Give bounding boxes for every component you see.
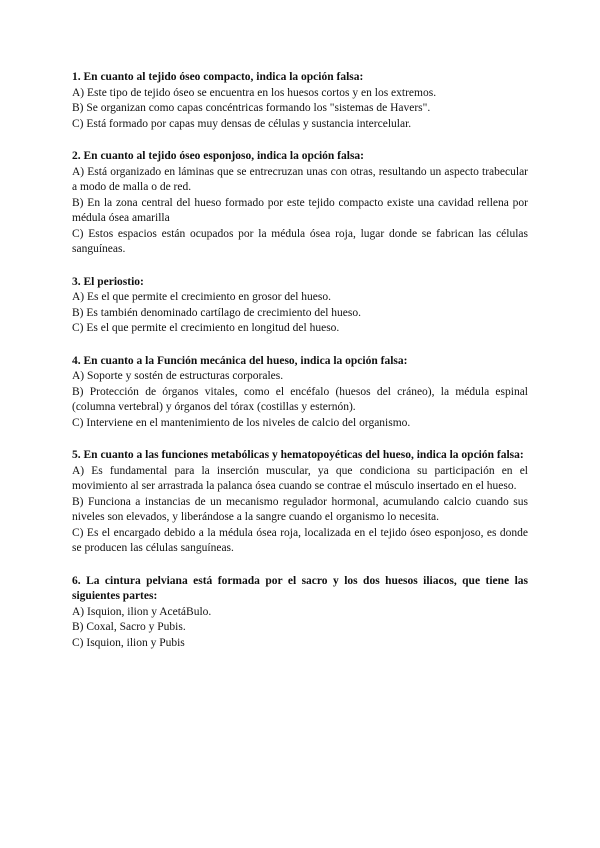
option-c: C) Interviene en el mantenimiento de los niveles de calcio del organismo. xyxy=(72,416,411,429)
option-b: B) Es también denominado cartílago de crecimiento del hueso. xyxy=(72,306,362,319)
question-title: 5. En cuanto a las funciones metabólicas y hematopoyéticas del hueso, indica la opción falsa: xyxy=(72,449,524,461)
question-title: 1. En cuanto al tejido óseo compacto, indica la opción falsa: xyxy=(72,71,364,83)
option-b: B) En la zona central del hueso formado por este tejido compacto existe una cavidad rellena por médula ósea amarilla xyxy=(72,196,528,224)
option-c: C) Isquion, ilion y Pubis xyxy=(72,636,185,649)
question-2 xyxy=(72,149,528,258)
question-5 xyxy=(72,448,528,557)
question-title: 3. El periostio: xyxy=(72,275,144,288)
question-3 xyxy=(72,275,528,337)
option-a: A) Es el que permite el crecimiento en grosor del hueso. xyxy=(72,291,331,303)
option-a: A) Es fundamental para la inserción muscular, ya que condiciona su participación en el movimiento al ser arrastrada la palanca ósea cuando se contrae el músculo insertado en el hueso. xyxy=(72,464,528,492)
option-a: A) Está organizado en láminas que se entrecruzan unas con otras, resultando un aspecto trabecular a modo de malla o de red. xyxy=(72,165,528,193)
option-a: A) Isquion, ilion y AcetáBulo. xyxy=(72,605,212,618)
question-4 xyxy=(72,354,528,432)
question-6 xyxy=(72,574,528,652)
question-1 xyxy=(72,70,528,132)
option-a: A) Soporte y sostén de estructuras corporales. xyxy=(72,370,284,382)
option-b: B) Se organizan como capas concéntricas formando los "sistemas de Havers". xyxy=(72,102,431,114)
document-content xyxy=(72,70,528,668)
question-title: 6. La cintura pelviana está formada por el sacro y los dos huesos iliacos, que tiene las siguientes partes: xyxy=(72,574,528,602)
option-c: C) Estos espacios están ocupados por la médula ósea roja, lugar donde se fabrican las células sanguíneas. xyxy=(72,227,528,255)
option-c: C) Está formado por capas muy densas de células y sustancia intercelular. xyxy=(72,117,412,130)
option-b: B) Funciona a instancias de un mecanismo regulador hormonal, acumulando calcio cuando sus niveles son elevados, y liberándose a la sangre cuando el organismo lo necesita. xyxy=(72,495,528,523)
option-c: C) Es el que permite el crecimiento en longitud del hueso. xyxy=(72,322,340,334)
question-title: 4. En cuanto a la Función mecánica del hueso, indica la opción falsa: xyxy=(72,354,408,367)
option-c: C) Es el encargado debido a la médula ósea roja, localizada en el tejido óseo esponjoso, es donde se producen las células sanguíneas. xyxy=(72,526,528,554)
option-a: A) Este tipo de tejido óseo se encuentra en los huesos cortos y en los extremos. xyxy=(72,86,437,99)
option-b: B) Coxal, Sacro y Pubis. xyxy=(72,621,186,633)
option-b: B) Protección de órganos vitales, como el encéfalo (huesos del cráneo), la médula espinal (columna vertebral) y órganos del tórax (costillas y esternón). xyxy=(72,385,528,413)
question-title: 2. En cuanto al tejido óseo esponjoso, indica la opción falsa: xyxy=(72,150,364,162)
